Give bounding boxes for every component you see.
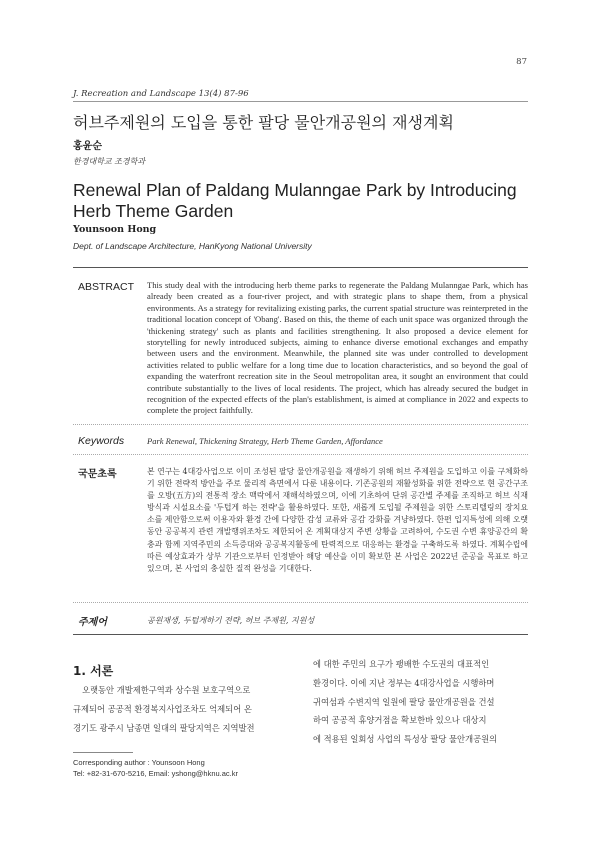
intro-right-line: 귀여섬과 수변지역 일원에 팔당 물안개공원을 건설 — [313, 696, 495, 707]
footnote-author: Corresponding author : Younsoon Hong — [73, 758, 205, 767]
intro-left-line: 경기도 광주시 남종면 일대의 팔당지역은 지역발전 — [73, 722, 255, 733]
title-english: Renewal Plan of Paldang Mulanngae Park by Introducing Herb Theme Garden — [73, 180, 517, 221]
intro-right-line: 환경이다. 이에 지난 정부는 4대강사업을 시행하며 — [313, 677, 495, 688]
affiliation-english: Dept. of Landscape Architecture, HanKyong National University — [73, 241, 312, 251]
intro-right-line: 에 적용된 일회성 사업의 특성상 팔당 물안개공원의 — [313, 734, 498, 745]
korean-keywords-top-divider — [73, 602, 528, 603]
korean-abstract-label: 국문초록 — [78, 469, 117, 480]
header-divider — [73, 101, 528, 102]
abstract-text: This study deal with the introducing herb theme parks to regenerate the Paldang Mulanngae Park, which has already been created as a four-river project, and with strategic plans to shape them, from a physical environments. As a strategy for revitalizing existing parks, the current spatial structure was reinterpreted in the traditional location concept of 'Obang'. Based on this, the theme of each unit space was organized through the 'thickening strategy' such as plants and facilities strengthening. It also proposed a device element for storytelling for newly introduced subjects, aiming to enhance diverse emotional exchanges and empathy between users and the environment. Meanwhile, the planned site was under controlled to development activities related to public welfare for a long time due to location characteristics, and so beyond the goal of expanding the waterfront recreation site in the Seoul metropolitan area, it sought an environment that could contribute substantially to the lives of local residents. The project, which has already secured the budget in recognition of the expected effects of the plan's establishment, is aimed at compliance in 2022 and expects to complete the project faithfully. — [147, 280, 528, 416]
footnote-divider — [73, 752, 133, 753]
title-korean: 허브주제원의 도입을 통한 팔당 물안개공원의 재생계획 — [73, 113, 454, 132]
intro-right-line: 에 대한 주민의 요구가 팽배한 수도권의 대표적인 — [313, 659, 490, 669]
intro-left-line: 규제되어 공공적 환경복지사업조차도 억제되어 온 — [73, 703, 252, 714]
intro-left-column — [73, 681, 289, 737]
abstract-top-divider — [73, 267, 528, 268]
author-english: Younsoon Hong — [73, 224, 157, 235]
keywords-bottom-divider — [73, 454, 528, 455]
abstract-label: ABSTRACT — [78, 281, 135, 293]
keywords-top-divider — [73, 424, 528, 425]
keywords-text: Park Renewal, Thickening Strategy, Herb Theme Garden, Affordance — [147, 436, 383, 446]
section-heading-introduction: 1. 서론 — [73, 664, 114, 678]
page-number: 87 — [516, 57, 527, 67]
keywords-label: Keywords — [78, 435, 125, 447]
author-korean: 홍윤순 — [73, 141, 102, 152]
footnote-contact: Tel: +82-31-670-5216, Email: yshong@hknu.ac.kr — [73, 768, 238, 778]
korean-abstract-text: 본 연구는 4대강사업으로 이미 조성된 팔당 물안개공원을 재생하기 위해 허브 주제원을 도입하고 이를 구체화하기 위한 전략적 방안을 주로 물리적 측면에서 다룬 내용이다. 기존공원의 재활성화를 위한 전략으로 현 공간구조를 오방(五方)의 전통적 장소 맥락에서 재해석하였으며, 이에 기초하여 단위 공간별 주제를 조직하고 허브 식재방식과 시설요소를 '두텁게 하는 전략'을 활용하였다. 또한, 새롭게 도입될 주제원을 위한 스토리텔링의 장치요소를 제안함으로써 이용자와 환경 간에 다양한 감성 교류와 공감 강화를 겨냥하였다. 한편 입지특성에 의해 오랫동안 공공복지 관련 개발행위조차도 제한되어 온 계획대상지 주변 상황을 고려하여, 수도권 수변 휴양공간의 확충과 함께 지역주민의 소득증대와 공공복지활동에 탄력적으로 대응하는 환경을 구축하도록 하였다. 계획수립에 따른 예상효과가 상부 기관으로부터 인정받아 해당 예산을 이미 확보한 본 사업은 2022년 준공을 목표로 하고 있으며, 본 사업의 충실한 질적 완성을 기대한다. — [147, 467, 528, 573]
korean-keywords-bottom-divider — [73, 634, 528, 635]
intro-left-line: 오랫동안 개발제한구역과 상수원 보호구역으로 — [82, 685, 251, 695]
korean-keywords-text: 공원재생, 두텁게하기 전략, 허브 주제원, 지원성 — [147, 616, 315, 625]
korean-keywords-label: 주제어 — [78, 617, 107, 628]
journal-reference: J. Recreation and Landscape 13(4) 87-96 — [73, 89, 249, 99]
corresponding-author-footnote — [73, 758, 238, 779]
intro-right-column — [313, 655, 528, 749]
affiliation-korean: 한경대학교 조경학과 — [73, 157, 146, 166]
intro-right-line: 하여 공공적 휴양거점을 확보한바 있으나 대상지 — [313, 715, 487, 726]
